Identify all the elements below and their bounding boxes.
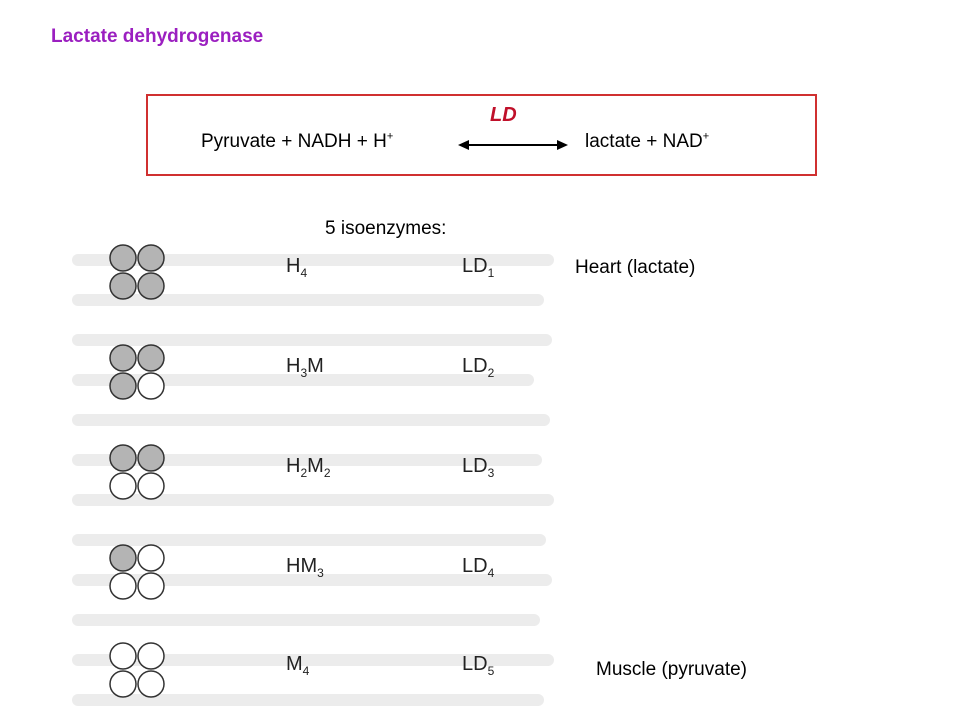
subunit-m-circle xyxy=(110,643,136,669)
isoenzyme-row xyxy=(0,641,960,701)
isoenzyme-row xyxy=(0,343,960,403)
subunit-h-circle xyxy=(138,273,164,299)
subunit-m-circle xyxy=(138,473,164,499)
subunit-m-circle xyxy=(138,671,164,697)
isoenzyme-row xyxy=(0,243,960,303)
formula-m: M xyxy=(286,653,303,675)
ld-subscript: 4 xyxy=(487,566,495,580)
subunit-h-circle xyxy=(110,373,136,399)
isoenzyme-row xyxy=(0,543,960,603)
ld-label xyxy=(462,555,494,580)
isoenzyme-row xyxy=(0,443,960,503)
subunit-h-circle xyxy=(138,245,164,271)
subunit-m-circle xyxy=(138,373,164,399)
subunit-h-circle xyxy=(138,345,164,371)
subunit-m-circle xyxy=(138,643,164,669)
ld-label xyxy=(462,653,494,678)
reaction-right-charge: + xyxy=(702,130,710,143)
formula-h: H xyxy=(286,555,301,577)
tetramer-diagram xyxy=(107,343,169,403)
subunit-h-circle xyxy=(110,445,136,471)
reaction-right-side xyxy=(585,131,709,153)
ld-subscript: 5 xyxy=(487,664,495,678)
enzyme-label: LD xyxy=(490,104,517,126)
ld-subscript: 1 xyxy=(487,266,495,280)
subunit-h-circle xyxy=(110,245,136,271)
ld-label xyxy=(462,355,494,380)
ld-label xyxy=(462,255,494,280)
ld-subscript: 2 xyxy=(487,366,495,380)
isoenzyme-formula xyxy=(286,653,309,678)
reaction-right-text: lactate + NAD xyxy=(585,131,703,152)
formula-m-subscript: 4 xyxy=(302,664,310,678)
subunit-h-circle xyxy=(110,273,136,299)
formula-h-subscript: 3 xyxy=(300,366,308,380)
tetramer-diagram xyxy=(107,641,169,701)
isoenzyme-formula xyxy=(286,355,324,380)
formula-h: H xyxy=(286,255,301,277)
ld-text: LD xyxy=(462,555,488,577)
formula-h: H xyxy=(286,455,301,477)
tetramer-diagram xyxy=(107,543,169,603)
subunit-h-circle xyxy=(110,545,136,571)
formula-h: H xyxy=(286,355,301,377)
formula-m-subscript: 2 xyxy=(323,466,331,480)
tissue-note: Heart (lactate) xyxy=(575,257,696,278)
tissue-note: Muscle (pyruvate) xyxy=(596,659,747,680)
reaction-left-side xyxy=(201,131,393,153)
page-title: Lactate dehydrogenase xyxy=(51,26,264,47)
reaction-left-charge: + xyxy=(386,130,394,143)
tetramer-diagram xyxy=(107,443,169,503)
ld-text: LD xyxy=(462,255,488,277)
isoenzymes-heading: 5 isoenzymes: xyxy=(325,218,447,239)
subunit-m-circle xyxy=(138,545,164,571)
double-headed-arrow-icon xyxy=(458,135,568,155)
subunit-h-circle xyxy=(110,345,136,371)
subunit-m-circle xyxy=(110,473,136,499)
tetramer-diagram xyxy=(107,243,169,303)
formula-m: M xyxy=(307,355,324,377)
formula-h-subscript: 4 xyxy=(300,266,308,280)
subunit-m-circle xyxy=(138,573,164,599)
ld-text: LD xyxy=(462,653,488,675)
subunit-m-circle xyxy=(110,671,136,697)
formula-m-subscript: 3 xyxy=(317,566,324,580)
formula-h-subscript: 2 xyxy=(300,466,308,480)
ld-subscript: 3 xyxy=(487,466,495,480)
ld-label xyxy=(462,455,494,480)
isoenzyme-formula xyxy=(286,555,324,580)
isoenzyme-formula xyxy=(286,455,331,480)
isoenzyme-formula xyxy=(286,255,307,280)
ld-text: LD xyxy=(462,355,488,377)
subunit-m-circle xyxy=(110,573,136,599)
reaction-left-text: Pyruvate + NADH + H xyxy=(201,131,387,152)
subunit-h-circle xyxy=(138,445,164,471)
ld-text: LD xyxy=(462,455,488,477)
formula-m: M xyxy=(307,455,324,477)
formula-m: M xyxy=(300,555,318,577)
